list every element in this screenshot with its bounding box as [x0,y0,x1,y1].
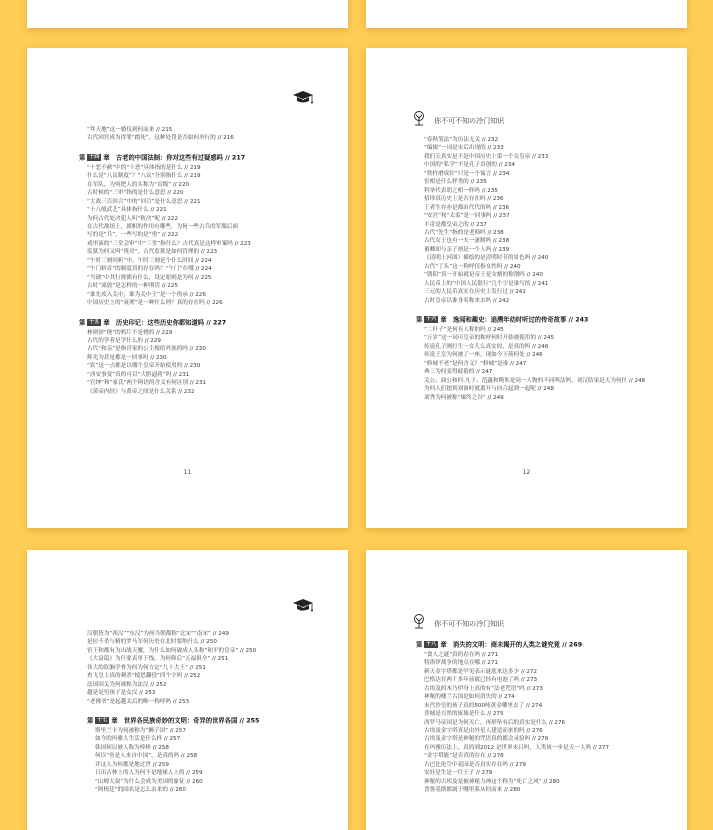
toc-list-bottom-right [416,636,653,795]
toc-entry: 古代“和亲”是指宫家的公主嫁给外族的吗 // 230 [87,346,206,353]
toc-entry: 韩国何以被人称为棒棒 // 258 [95,744,169,751]
toc-entry: 我们天真实是不是中国历史上第一个女皇帝 // 233 [424,153,549,160]
graduation-cap-icon [292,598,314,618]
toc-entry: 何以“鱼是人来自中国”，是真的吗 // 258 [95,753,198,760]
toc-entry: 宦王和都有为出战天魔，为什么如何破成人头称“和平的皇帝” // 250 [87,647,257,654]
toc-entry: “春秋笔法”为历法无关 // 232 [424,137,499,143]
toc-entry: “官绅”和“家氏”两个阿语的含义有何区别 // 231 [87,380,207,387]
toc-entry: 《清明上河图》描绘的是清明时节的景色吗 // 240 [424,255,549,262]
toc-entry: “西安事变”真的可以“大胆逼蒋”吗 // 231 [87,371,190,378]
toc-entry: 如今的玛雅人生活是什么样 // 257 [95,736,181,743]
chapter-number-badge: 十六 [426,316,437,323]
page-number: 11 [183,469,192,476]
toc-entry: 普城是自然的废墟是什么 // 275 [424,711,504,718]
toc-entry: 古代的学者是学什么的 // 229 [87,337,161,344]
page-bottom-left [27,550,348,830]
toc-entry: “金字塔能”是否真的存在 // 278 [424,753,504,760]
toc-entry: 普鲁基斯都属于哪里系从何而来 // 280 [424,787,521,794]
toc-entry: “山姆大叔”为什么会成为美国的象征 // 260 [95,778,203,785]
toc-entry: 古埃及金字塔是神秘的咒语真的都会灵验吗 // 276 [424,736,549,743]
toc-entry: “食人之谜”真的存在吗 // 271 [424,651,499,658]
toc-entry: 《黄帝内经》与黄帝之间是什么关系 // 232 [87,388,195,395]
toc-entry: 丰奇是都皇帝之的 // 237 [424,221,487,228]
toc-entry: 传说孔子刚打生一女儿么真实的，是真的吗 // 246 [424,343,549,350]
toc-entry: “万岁”这一词可皇帝的称呼何时开始被使用的 // 245 [424,335,555,342]
chapter-prefix: 第 [79,154,86,162]
toc-entry: 古代“先生”指的是老师吗 // 238 [424,229,504,236]
chapter-title: 章 逸闻和趣史：追溯年幼时听过的传奇故事 // 243 [440,316,589,324]
section-gap [416,305,653,311]
toc-entry: 西罗马帝国是为何灭亡，再形坠有后的真实是什么 // 276 [424,719,566,726]
toc-entry: 查飞皇上真的刺杀“棱思翻役”四个字吗 // 252 [87,673,201,680]
toc-entry: 科举代表胡之相一样吗 // 235 [424,187,498,194]
toc-entry: 特洛伊战争的地点在哪 // 271 [424,660,498,667]
toc-entry: 《大富篇》为什要表单于线，为何仰后“五福俱全” // 251 [87,656,229,663]
toc-entry: 为何古代处决犯人叫“秋决”呢 // 222 [87,215,178,222]
toc-entry: “谁先攻入关中，谁为关中王”是一个伪承 // 226 [87,291,206,298]
toc-entry: 写的是“兵”，一些写的是“勇” // 222 [87,232,179,239]
section-gap [79,308,314,314]
toc-entry: 林则徐“烧”的鸦片不是烧的 // 229 [87,329,173,336]
toc-entry: 古时候的“三审”指的是什么意思 // 220 [87,190,184,197]
toc-entry: 在古代战场上，旗帜的作用有哪些，为何一些古兵的军服后面 [87,224,239,231]
running-header [412,613,504,633]
toc-entry: “安宫”和“太监”是一回事吗 // 237 [424,213,510,220]
header-title: 你不可不知の冷门知识 [434,619,505,628]
page-right [366,48,687,528]
chapter-prefix: 第 [416,641,423,649]
chapter-prefix: 第 [416,316,423,324]
toc-entry: 是拉不杀与精的罗马军何历史在北时要纳什么 // 250 [87,639,217,646]
toc-entry: 中国的“私学”不是孔子首创的 // 234 [424,162,515,169]
chapter-number-badge: 十七 [97,717,108,724]
toc-entry: 末代沙皇的孩子真的500吨黄金哪里去了 // 274 [424,702,543,709]
toc-entry: 典三为何变得疲倦的 // 247 [424,369,493,376]
toc-entry: 神秘的古埃及是被神秘力神这个称为“死亡之风” // 280 [424,778,560,785]
toc-entry: 汉朝皆为“西汉”“东汉”为何当朝都称“北宋”“南宋” // 249 [87,631,229,637]
toc-entry: “当铺”中其行规都有什么，设定原则是为何 // 225 [87,274,212,281]
chapter-heading [416,641,653,650]
toc-entry: 越是是男孩子是女汉 // 253 [87,690,156,697]
top-left-page [27,0,348,28]
toc-entry: 古时“流放”是怎样的一种刑罚 // 225 [87,283,178,290]
chapter-number-badge: 十八 [426,641,437,647]
toc-entry: 古代因宫成为得罪“踏死”，这种处罚是否如何举行的 // 216 [87,135,234,142]
toc-entry: “修城不老”是何含义？“修城”是谁 // 247 [424,360,527,367]
toc-entry: 什么是“八议制度”？“八议”分别指什么 // 219 [87,173,201,180]
toc-entry: 并这人为何都是地过世 // 259 [95,761,169,768]
toc-entry: 招珍真历史上是否存在吗 // 236 [424,196,504,203]
toc-entry: 古时皇帝以谁身名称来去吗 // 242 [424,297,510,304]
page-bottom-right [366,550,687,830]
toc-entry: 伟大的钦脑学骨为何为何方定“九十大王” // 251 [87,664,206,671]
toc-entry: 在玛雅历法上，真的到2012 是世界末日吗，人类该一步是天一人吗 // 277 [424,744,610,751]
toc-entry: 宦相是什么样类的 // 235 [424,179,487,186]
toc-entry: 在军队，为何把人的头称为“首级” // 220 [87,181,190,188]
toc-entry: 中国历史上的“衰刑”是一种什么刑？真的存在吗 // 226 [87,300,223,307]
toc-entry: 古巴比伦空中花园是否真实存在吗 // 279 [424,761,526,768]
toc-entry: “午时三刻问斩”中，午时三刻是个什么时间 // 224 [87,257,212,264]
chapter-title: 章 消失的文明：商未揭开的人类之谜究竟 // 269 [440,641,583,649]
chapter-title: 章 古老的中国法制：你对这些有过疑惑吗 // 217 [103,154,246,162]
toc-entry: 古埃及的木乃伊身上真的有“法老咒语”吗 // 273 [424,685,543,692]
chapter-heading [79,319,314,328]
toc-entry: “朝阳”真一开始就是帝王是女婿的称谓吗 // 240 [424,272,543,279]
section-gap [79,143,314,149]
toc-entry: 关公、面公和何·凡子、范蠡和陶朱是同一人物的不同叫法吗，刘汉结果是天为何什 // 248 [424,377,646,384]
toc-entry: 董卿却与亲子则是一个人吗 // 239 [424,246,510,253]
page-left [27,48,348,528]
top-right-page [366,0,687,28]
toc-entry: 王者生存亦是都由代代的吗 // 236 [424,204,510,211]
chapter-number-badge: 十五 [89,318,100,325]
header-title: 你不可不知の冷门知识 [434,116,505,125]
chapter-prefix: 第 [87,717,94,725]
toc-entry: 古埃及金字塔真是由外星人建造而来的吗 // 276 [424,728,543,735]
toc-entry: 法国因关为何被称为法汉 // 252 [87,681,167,688]
toc-entry: 戏里演的“三堂会审”中“三堂”指什么？古代真是这样审案吗 // 223 [87,240,251,247]
chapter-heading [87,717,314,726]
toc-entry: “老佛爷”是起越太后的唯一称呼吗 // 253 [87,698,190,705]
toc-entry: 日出吉林上的人为何不是地球人上的 // 259 [95,770,203,777]
chapter-heading [416,316,653,325]
chapter-prefix: 第 [79,319,86,327]
tree-icon [412,614,426,633]
toc-entry: “钦”这一点都是以哪个皇帝开始使用的 // 230 [87,363,201,370]
chapter-number-badge: 十四 [89,153,100,160]
toc-list-right [416,136,653,402]
toc-entry: “十八般武艺”具体指什么 // 221 [87,207,167,214]
toc-entry: “十恶不赦”中的“十恶”具体指的是什么 // 219 [87,164,201,171]
toc-entry: 古代“丁头”这一称呼仅指女性吗 // 240 [424,263,521,270]
toc-entry: 辉光为甚是都是一回事吗 // 230 [87,354,167,361]
toc-entry: 神秘的楼兰古国是如何消失的 // 274 [424,694,515,701]
toc-entry: “铁杵磨成针”只是一个寓言 // 234 [424,170,510,177]
chapter-title: 章 世界各民族奇妙的文明：奇异的世界各国 // 255 [111,717,260,725]
graduation-cap-icon [292,90,314,110]
toc-entry: “午门斩首”的制度真的存在吗？“午门”在哪 // 224 [87,266,212,273]
toc-entry: 刘秀为何被称“缘终之谷” // 249 [424,394,504,401]
toc-entry: 刺天金字塔都是罕见表示谜底来达多少 // 272 [424,668,538,675]
running-header [412,110,504,130]
page-number: 12 [522,469,531,476]
toc-entry: 巴格达在两千多年前就已经有电池了吗 // 273 [424,677,538,684]
chapter-heading [79,154,314,163]
section-gap [87,706,314,712]
toc-entry: 人民币上的“中国人民银行”几个字是谁写的 // 241 [424,280,549,287]
chapter-title: 章 历史印记：这些历史你都知道吗 // 227 [103,319,227,327]
toc-list-left [79,126,314,396]
toc-entry: 安娃是生是一往王子 // 279 [424,770,493,777]
toc-entry: “拜天地”这一婚仪到何而来 // 215 [87,127,173,133]
toc-entry: 斯里兰卡为何被称为“狮子国” // 257 [95,728,186,735]
toc-entry: “二杆子”是何有人称的吗 // 245 [424,327,504,334]
toc-list-bottom-left [87,630,314,795]
toc-entry: “大战三百回合”中的“回合”是什么意思 // 221 [87,198,201,205]
toc-entry: 古代女王也有一夫一妻制吗 // 238 [424,238,510,245]
toc-entry: “阿根廷”的国名是怎么由来的 // 260 [95,787,186,794]
tree-icon [412,111,426,130]
toc-entry: 传说王皇为何被了一座，现如今下落何处 // 246 [424,352,543,359]
toc-entry: 监狱为何又叫“班房”，古代监狱是如何管理的 // 223 [87,249,218,256]
toc-entry: “编辑”一词是宋后出现的 // 233 [424,145,504,152]
toc-entry: 三元的人民币真实在历史上发行过 // 242 [424,289,526,296]
toc-entry: 为何人们提到刘备时就离开与同合起到一起呢 // 248 [424,386,554,393]
